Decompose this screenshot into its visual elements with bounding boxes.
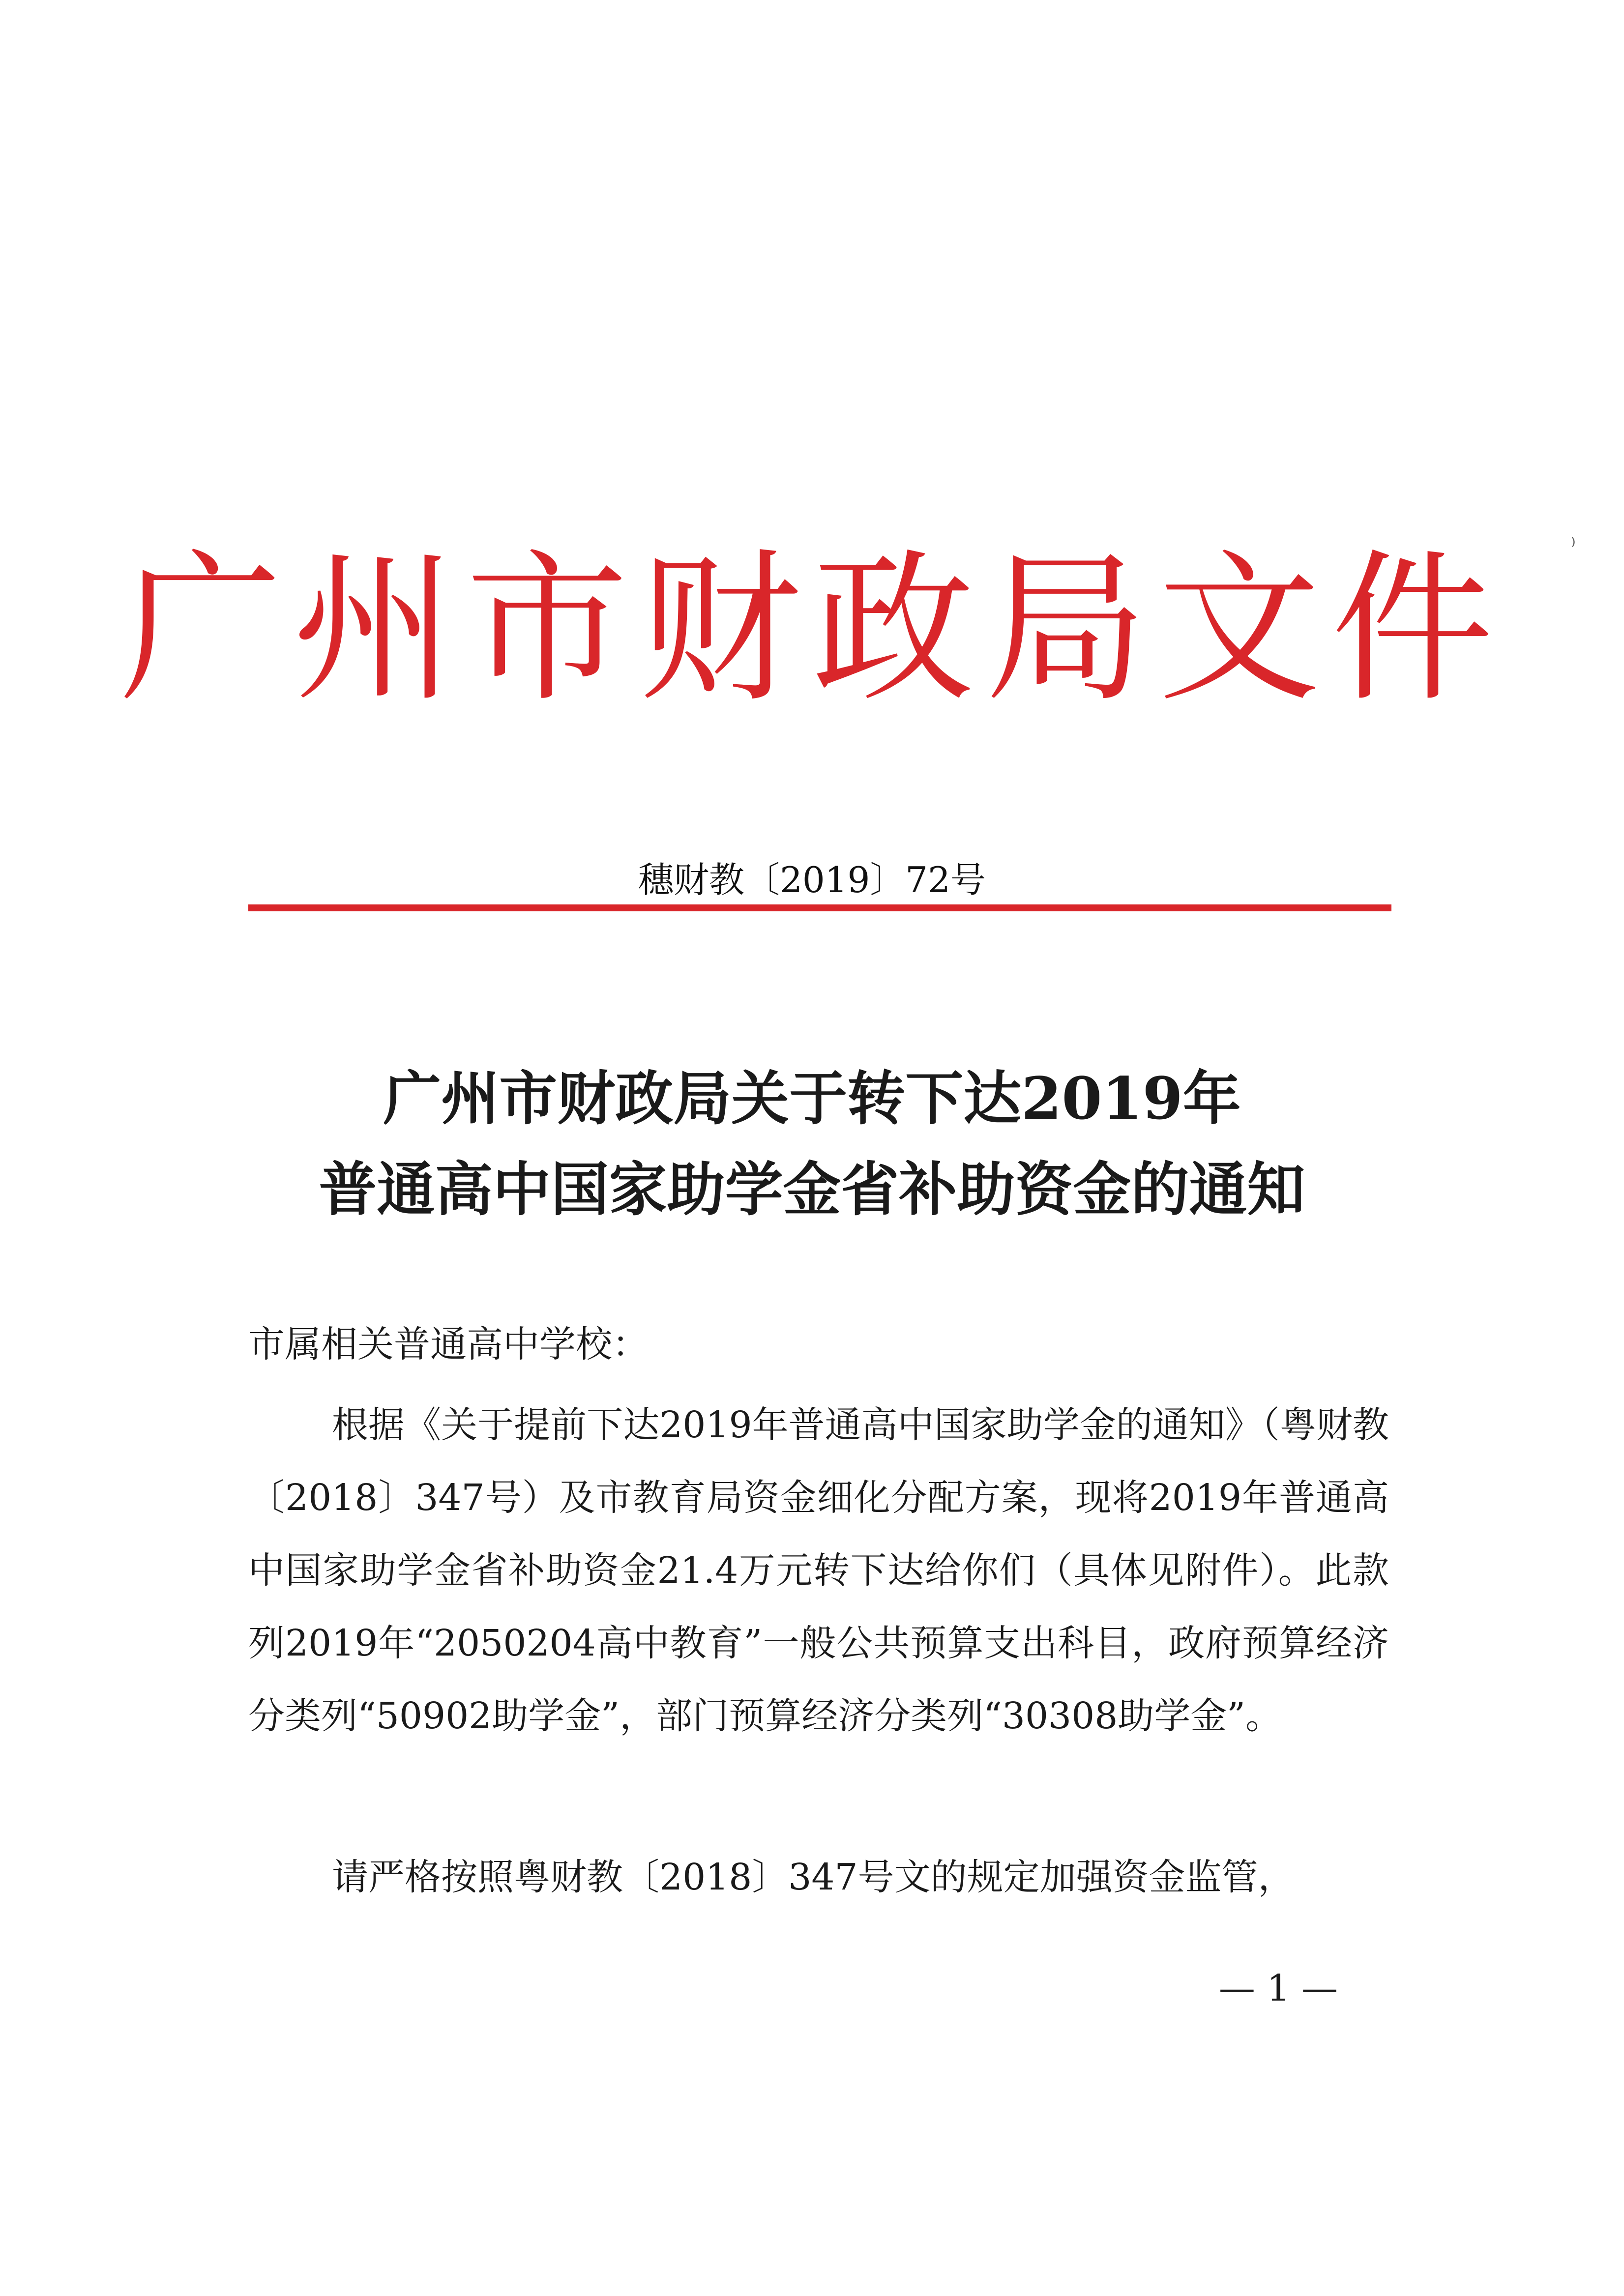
- page-number: — 1 —: [1218, 1967, 1338, 2009]
- issuer-banner: 广州市财政局文件: [119, 535, 1505, 724]
- scan-edge-mark: ⁾: [1571, 534, 1576, 557]
- body-paragraph-1: 根据《关于提前下达2019年普通高中国家助学金的通知》（粤财教〔2018〕347号）及市教育局资金细化分配方案，现将2019年普通高中国家助学金省补助资金21.4万元转下达给你们（具体见附件）。此款列2019年“2050204高中教育”一般公共预算支出科目，政府预算经济分类列“50902助学金”，部门预算经济分类列“30308助学金”。: [248, 1404, 1389, 1737]
- document-title-line-1: 广州市财政局关于转下达2019年: [383, 1064, 1241, 1133]
- red-separator-line: [248, 904, 1391, 911]
- salutation: 市属相关普通高中学校：: [248, 1323, 649, 1366]
- body-paragraph-2: 请严格按照粤财教〔2018〕347号文的规定加强资金监管，: [332, 1856, 1295, 1898]
- document-number: 穗财教〔2019〕72号: [638, 859, 986, 901]
- document-title-line-2: 普通高中国家助学金省补助资金的通知: [319, 1155, 1305, 1223]
